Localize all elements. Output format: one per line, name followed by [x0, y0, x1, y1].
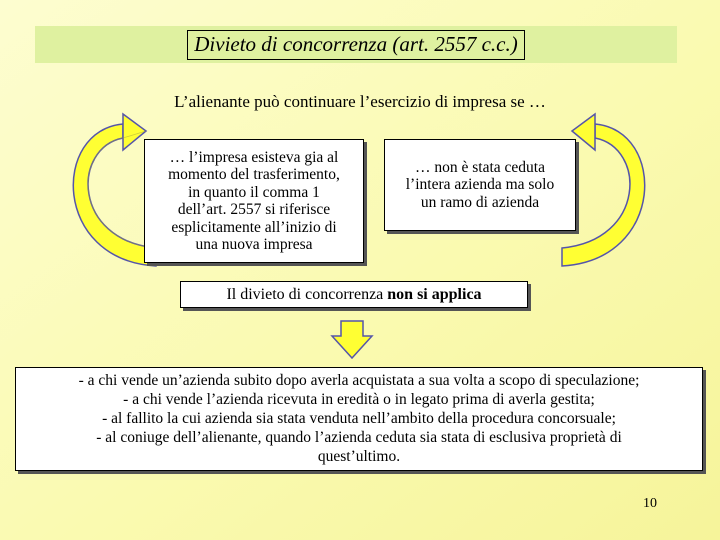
condition-left-line: … l’impresa esisteva gia al — [169, 148, 339, 166]
down-arrow-icon — [330, 320, 374, 360]
list-item: - al fallito la cui azienda sia stata venduta nell’ambito della procedura concorsuale; — [102, 410, 616, 427]
title-band — [35, 26, 677, 63]
list-item: - a chi vende un’azienda subito dopo averla acquistata a sua volta a scopo di speculazione; — [78, 372, 640, 389]
curved-arrow-left-icon — [50, 118, 150, 268]
intro-text: L’alienante può continuare l’esercizio di impresa se … — [174, 92, 546, 111]
condition-left-line: momento del trasferimento, — [168, 166, 340, 183]
condition-right-line: … non è stata ceduta — [415, 158, 545, 176]
list-item: - a chi vende l’azienda ricevuta in eredità o in legato prima di averla gestita; — [123, 391, 595, 408]
conclusion-prefix: Il divieto di concorrenza — [226, 285, 384, 303]
condition-right-line: un ramo di azienda — [420, 193, 540, 211]
conclusion-emphasis: non si applica — [387, 285, 482, 303]
slide-title: Divieto di concorrenza (art. 2557 c.c.) — [187, 30, 524, 60]
condition-right-line: l’intera azienda ma solo — [405, 176, 555, 194]
condition-left-line: dell’art. 2557 si riferisce — [177, 201, 331, 218]
list-item: - al coniuge dell’alienante, quando l’azienda ceduta sia stata di esclusiva proprietà di — [96, 429, 622, 446]
condition-branch-transfer — [384, 139, 576, 231]
condition-left-line: in quanto il comma 1 — [188, 183, 320, 201]
curved-arrow-right-icon — [568, 118, 668, 268]
condition-existing-enterprise — [144, 139, 364, 263]
exceptions-list — [15, 367, 703, 471]
condition-left-line: una nuova impresa — [195, 236, 313, 253]
conclusion-box — [180, 281, 528, 308]
condition-left-line: esplicitamente all’inizio di — [171, 218, 337, 236]
list-item: quest’ultimo. — [317, 448, 401, 465]
page-number: 10 — [643, 496, 657, 511]
